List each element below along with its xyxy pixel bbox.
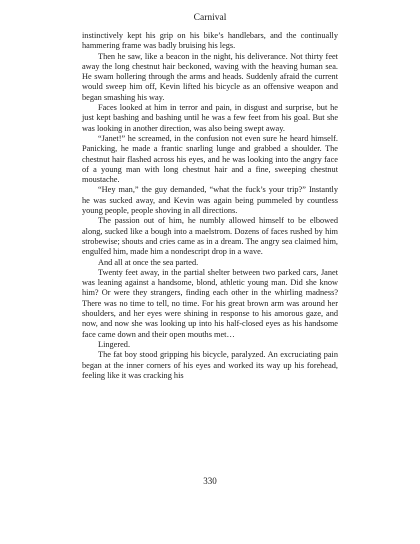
paragraph: The passion out of him, he numbly allowed himself to be elbowed along, sucked like a bough into a maelstrom. Dozens of faces rushed by him strobewise; shouts and cries came as in a dream. The angry sea claimed him, engulfed him, made him a nondescript drop in a wave. [82, 216, 338, 257]
paragraph: instinctively kept his grip on his bike’s handlebars, and the continually hammering frame was badly bruising his legs. [82, 31, 338, 51]
paragraph: And all at once the sea parted. [98, 257, 199, 267]
paragraph: Faces looked at him in terror and pain, in disgust and surprise, but he just kept bashing and bashing until he was a few feet from his goal. But she was looking in another direction, was also being swept away. [82, 103, 338, 133]
paragraph: “Hey man,” the guy demanded, “what the fuck’s your trip?” Instantly he was sucked away, and Kevin was again being pummeled by countless young people, people shoving in all directions. [82, 185, 338, 216]
paragraph: Lingered. [98, 339, 131, 349]
body-text [82, 31, 338, 381]
paragraph: Twenty feet away, in the partial shelter between two parked cars, Janet was leaning against a handsome, blond, athletic young man. Did she know him? Or were they strangers, finding each other in the whirling madness? There was no time to tell, no time. For his great brown arm was around her shoulders, and her eyes were shining in response to his amorous gaze, and now, and now she was looking up into his half-closed eyes as his handsome face came down and their open mouths met… [82, 267, 338, 339]
paragraph: The fat boy stood gripping his bicycle, paralyzed. An excruciating pain began at the inner corners of his eyes and worked its way up his forehead, feeling like it was cracking his [82, 350, 338, 380]
paragraph: “Janet!” he screamed, in the confusion not even sure he heard himself. Panicking, he made a frantic snarling lunge and grabbed a shoulder. The chestnut hair flashed across his eyes, and he was looking into the angry face of a young man with long chestnut hair and a fine, sweeping chestnut moustache. [82, 133, 338, 185]
running-head: Carnival [193, 13, 227, 23]
page-number: 330 [203, 476, 217, 486]
paragraph: Then he saw, like a beacon in the night, his deliverance. Not thirty feet away the long chestnut hair beckoned, waving with the heaving human sea. He swam hollering through the arms and heads. Suddenly afraid the current would sweep him off, Kevin lifted his bicycle as an offensive weapon and began smashing his way. [82, 51, 338, 102]
